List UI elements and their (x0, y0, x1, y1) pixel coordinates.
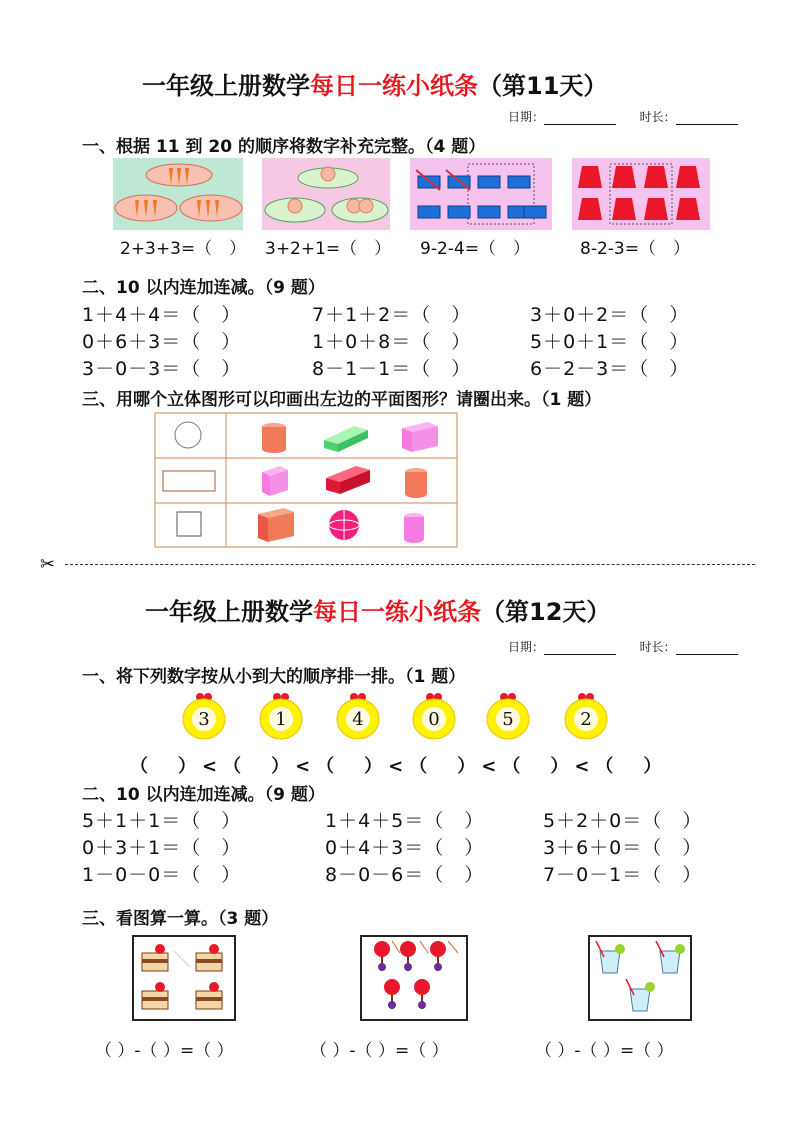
dresses-picture (572, 158, 710, 230)
lollipop-icon (362, 937, 466, 1019)
duration-blank[interactable] (676, 112, 738, 125)
date-blank[interactable] (544, 112, 616, 125)
page-title-day11: 一年级上册数学每日一练小纸条（第11天） (142, 72, 608, 100)
cake-icon (134, 937, 234, 1019)
date-duration-day12: 日期： 时长： (508, 638, 738, 655)
calc-item: 6－2－3＝（ ） (530, 358, 690, 380)
section-2-heading-day12: 二、10 以内连加连减。（9 题） (82, 785, 325, 805)
section-1-heading-day12: 一、将下列数字按从小到大的顺序排一排。（1 题） (82, 667, 466, 687)
calc-item: 5＋2＋0＝（ ） (543, 810, 703, 832)
calc-item: 1＋4＋5＝（ ） (325, 810, 485, 832)
calc-item: 7＋1＋2＝（ ） (312, 304, 472, 326)
carrot-plates-picture (113, 158, 243, 230)
calc-item: 0＋3＋1＝（ ） (82, 837, 242, 859)
duration-blank[interactable] (676, 642, 738, 655)
section-2-heading-day11: 二、10 以内连加连减。（9 题） (82, 278, 325, 298)
chick-number-card: 2 (564, 692, 608, 740)
calc-item: 0＋6＋3＝（ ） (82, 331, 242, 353)
chick-number-card: 1 (259, 692, 303, 740)
drink-icon (590, 937, 690, 1019)
section-3-heading-day11: 三、用哪个立体图形可以印画出左边的平面图形？请圈出来。（1 题） (82, 390, 602, 410)
calc-item: 0＋4＋3＝（ ） (325, 837, 485, 859)
peach-plates-picture (262, 158, 390, 230)
calc-item: 5＋0＋1＝（ ） (530, 331, 690, 353)
sec1-eq-4: 8-2-3=（ ） (580, 239, 690, 259)
calc-item: 8－0－6＝（ ） (325, 864, 485, 886)
calc-item: 5＋1＋1＝（ ） (82, 810, 242, 832)
lollipop-picture-box (360, 935, 468, 1021)
chick-number-card: 0 (412, 692, 456, 740)
date-blank[interactable] (544, 642, 616, 655)
calc-item: 1＋4＋4＝（ ） (82, 304, 242, 326)
calc-item: 3－0－3＝（ ） (82, 358, 242, 380)
calc-item: 1－0－0＝（ ） (82, 864, 242, 886)
calc-item: 8－1－1＝（ ） (312, 358, 472, 380)
sec3-eq-1: （ ）-（ ）=（ ） (95, 1041, 234, 1061)
scissors-icon: ✂ (40, 554, 56, 575)
sec3-eq-3: （ ）-（ ）=（ ） (535, 1041, 674, 1061)
calc-item: 3＋6＋0＝（ ） (543, 837, 703, 859)
order-answer-row: （ ）<（ ）<（ ）<（ ）<（ ）<（ ） (130, 756, 668, 777)
books-picture (410, 158, 552, 230)
sec3-eq-2: （ ）-（ ）=（ ） (310, 1041, 449, 1061)
page-title-day12: 一年级上册数学每日一练小纸条（第12天） (145, 598, 611, 626)
calc-item: 7－0－1＝（ ） (543, 864, 703, 886)
solid-shapes-table (154, 412, 458, 548)
sec1-eq-3: 9-2-4=（ ） (420, 239, 530, 259)
sec1-eq-2: 3+2+1=（ ） (265, 239, 392, 259)
cake-picture-box (132, 935, 236, 1021)
section-1-heading-day11: 一、根据 11 到 20 的顺序将数字补充完整。（4 题） (82, 137, 486, 157)
sec1-eq-1: 2+3+3=（ ） (120, 239, 247, 259)
drinks-picture-box (588, 935, 692, 1021)
section-3-heading-day12: 三、看图算一算。（3 题） (82, 909, 279, 929)
chick-number-card: 5 (486, 692, 530, 740)
calc-item: 1＋0＋8＝（ ） (312, 331, 472, 353)
chick-number-card: 4 (336, 692, 380, 740)
cut-line (65, 564, 755, 565)
calc-item: 3＋0＋2＝（ ） (530, 304, 690, 326)
chick-number-card: 3 (182, 692, 226, 740)
date-duration-day11: 日期： 时长： (508, 108, 738, 125)
